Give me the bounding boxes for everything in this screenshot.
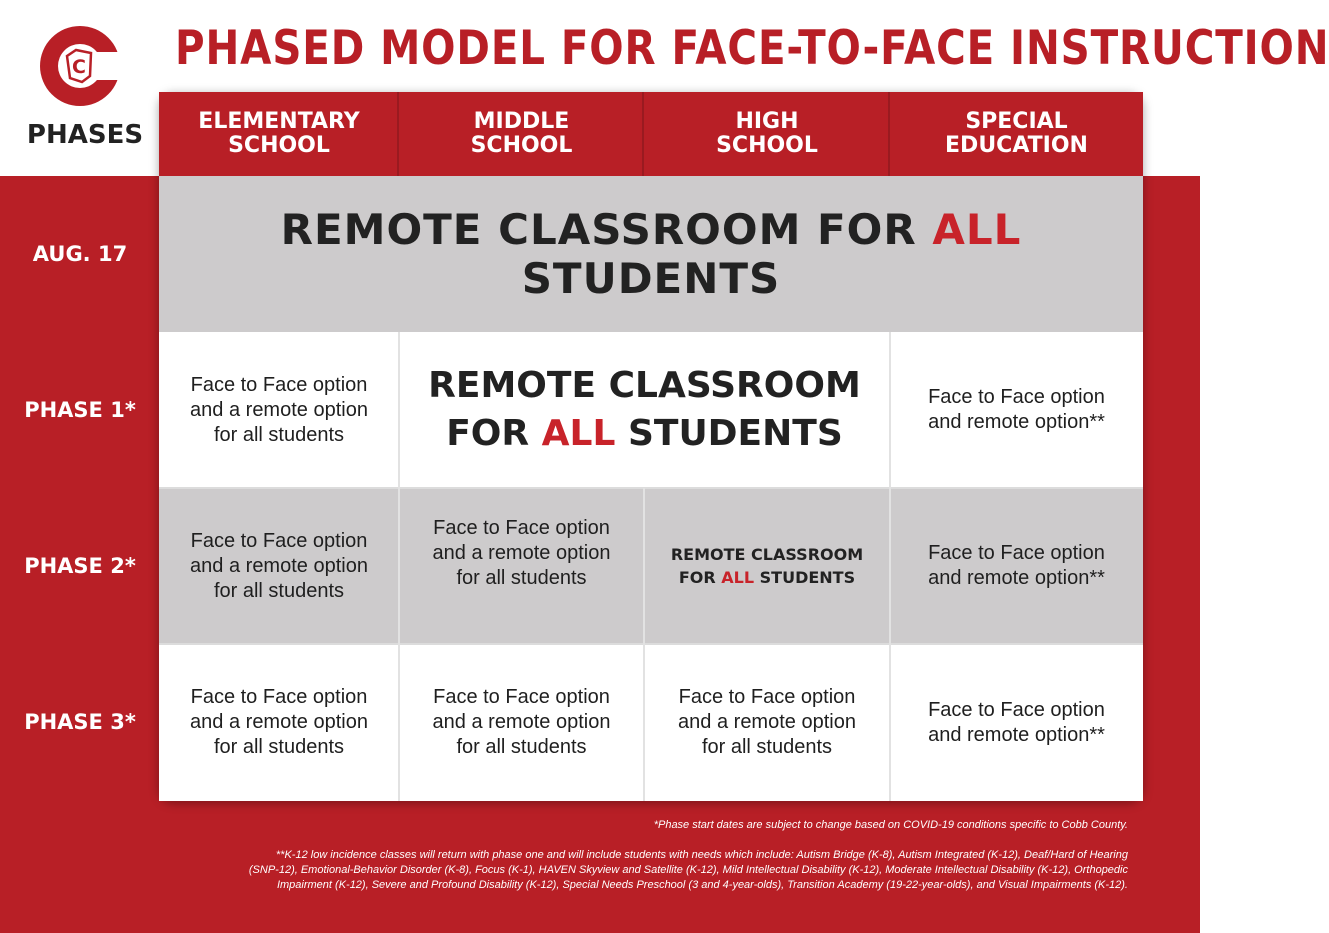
page-title: PHASED MODEL FOR FACE-TO-FACE INSTRUCTION [175,21,1329,76]
column-header-middle: MIDDLE SCHOOL [399,92,644,176]
row-label-phase1: PHASE 1* [24,398,136,422]
grid-line [643,488,645,801]
phase2-elementary-cell: Face to Face option and a remote option for all students [159,488,399,644]
phase2-middle-cell: Face to Face option and a remote option for all students [399,488,644,644]
low-incidence-footnote: **K-12 low incidence classes will return with phase one and will include students with needs which include: Autism Bridge (K-8), Autism Integrated (K-12), Deaf/Hard of Hearing (SNP-12), Emotional-Behavior Disorder (K-8), Focus (K-1), HAVEN Skyview and Satellite (K-12), Mild Intellectual Disability (K-12), Moderate Intellectual Disability (K-12), Orthopedic Impairment (K-12), Severe and Profound Disability (K-12), Special Needs Preschool (3 and 4-year-olds), Transition Academy (19-22-year-olds), and Visual Impairments (K-12). [248,849,1128,891]
phase3-special-cell: Face to Face option and remote option** [890,644,1143,801]
phase-table [159,92,1143,801]
logo-letter: C [72,56,86,78]
district-logo-icon [36,20,124,112]
phase3-elementary-cell: Face to Face option and a remote option for all students [159,644,399,801]
phase2-high-remote-cell: REMOTE CLASSROOM FOR ALL STUDENTS [644,488,890,644]
grid-line [398,332,400,801]
column-header-special-education: SPECIAL EDUCATION [890,92,1143,176]
column-header-high: HIGH SCHOOL [644,92,890,176]
grid-line [159,487,1143,489]
row-label-phase3: PHASE 3* [24,710,136,734]
phase1-elementary-cell: Face to Face option and a remote option for all students [159,332,399,488]
phase2-special-cell: Face to Face option and remote option** [890,488,1143,644]
aug17-remote-banner: REMOTE CLASSROOM FOR ALL STUDENTS [159,176,1143,332]
phase3-high-cell: Face to Face option and a remote option for all students [644,644,890,801]
phase1-middle-high-remote-cell: REMOTE CLASSROOM FOR ALL STUDENTS [399,332,890,488]
row-label-aug17: AUG. 17 [32,242,128,266]
phase-dates-footnote: *Phase start dates are subject to change based on COVID-19 conditions specific to Cobb County. [653,819,1128,831]
grid-line [159,643,1143,645]
row-label-phase2: PHASE 2* [24,554,136,578]
column-header-elementary: ELEMENTARY SCHOOL [159,92,399,176]
grid-line [889,332,891,801]
phase3-middle-cell: Face to Face option and a remote option for all students [399,644,644,801]
phase1-special-cell: Face to Face option and remote option** [890,332,1143,488]
phases-label: PHASES [26,120,144,150]
